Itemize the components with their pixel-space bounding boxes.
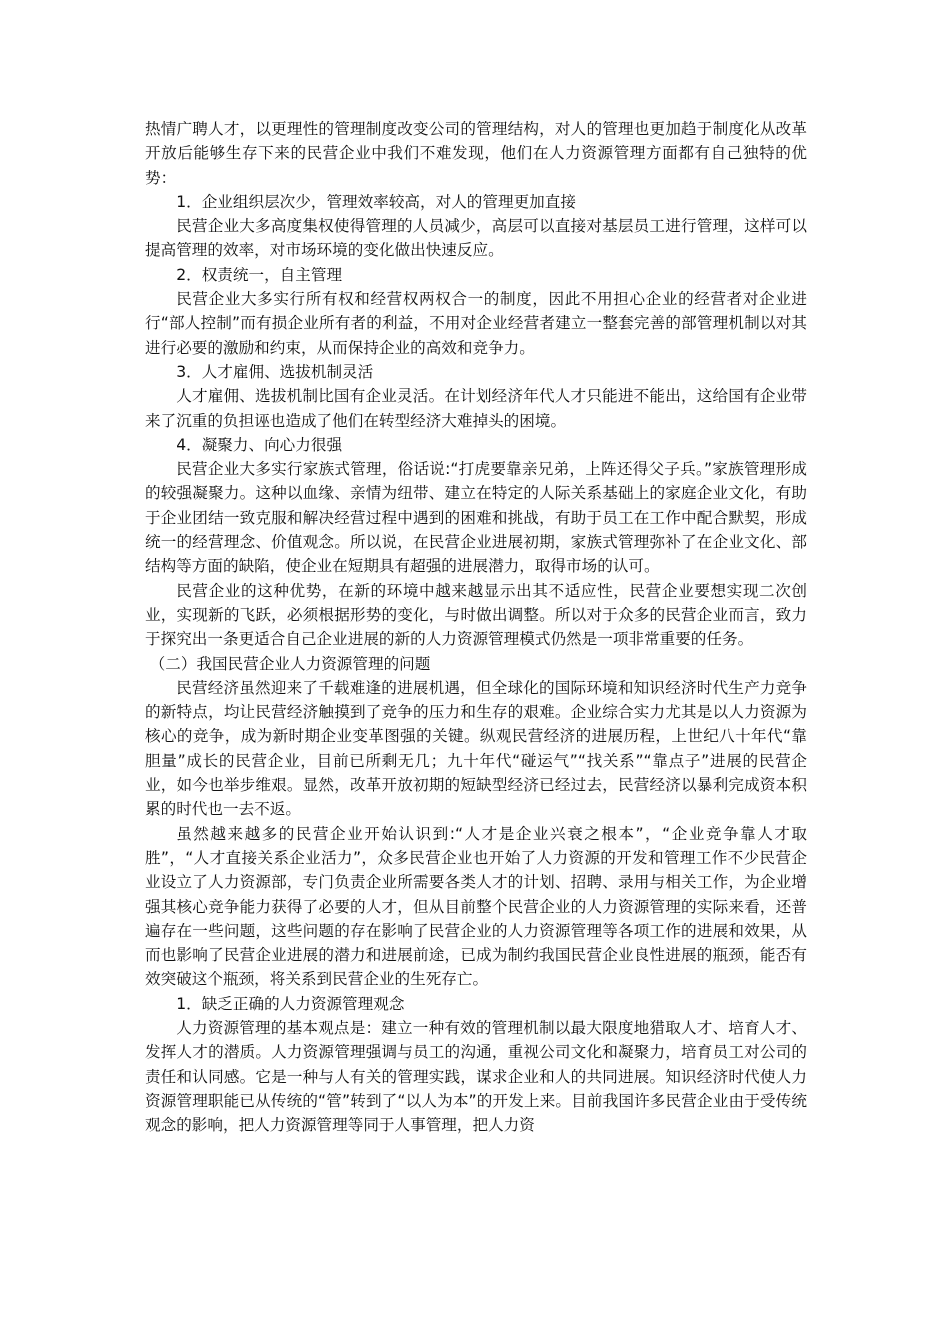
advantage-heading-4: 4．凝聚力、向心力很强 (176, 435, 343, 454)
section-heading-problems: （二）我国民营企业人力资源管理的问题 (149, 654, 431, 673)
problem-heading-1: 1．缺乏正确的人力资源管理观念 (176, 994, 405, 1013)
body-paragraph: 民营企业的这种优势，在新的环境中越来越显示出其不适应性，民营企业要想实现二次创业，实现新的飞跃，必须根据形势的变化，与时做出调整。所以对于众多的民营企业而言，致力于探究出一条更适合自己企业进展的新的人力资源管理模式仍然是一项非常重要的任务。 (145, 581, 807, 649)
advantage-heading-3: 3．人才雇佣、选拔机制灵活 (176, 362, 374, 381)
advantage-heading-2: 2．权责统一，自主管理 (176, 265, 343, 284)
advantage-heading-1: 1．企业组织层次少，管理效率较高，对人的管理更加直接 (176, 192, 576, 211)
body-paragraph: 虽然越来越多的民营企业开始认识到:“人才是企业兴衰之根本”，“企业竞争靠人才取胜”，“人才直接关系企业活力”，众多民营企业也开始了人力资源的开发和管理工作不少民营企业设立了人力资源部，专门负责企业所需要各类人才的计划、招聘、录用与相关工作，为企业增强其核心竞争能力获得了必要的人才，但从目前整个民营企业的人力资源管理的实际来看，还普遍存在一些问题，这些问题的存在影响了民营企业的人力资源管理等各项工作的进展和效果，从而也影响了民营企业进展的潜力和进展前途，已成为制约我国民营企业良性进展的瓶颈，能否有效突破这个瓶颈，将关系到民营企业的生死存亡。 (145, 824, 807, 989)
intro-paragraph: 热情广聘人才，以更理性的管理制度改变公司的管理结构，对人的管理也更加趋于制度化从改革开放后能够生存下来的民营企业中我们不难发现，他们在人力资源管理方面都有自己独特的优势： (145, 120, 807, 187)
body-paragraph: 人力资源管理的基本观点是：建立一种有效的管理机制以最大限度地猎取人才、培育人才、发挥人才的潜质。人力资源管理强调与员工的沟通，重视公司文化和凝聚力，培育员工对公司的责任和认同感。它是一种与人有关的管理实践，谋求企业和人的共同进展。知识经济时代使人力资源管理职能已从传统的“管”转到了“以人为本”的开发上来。目前我国许多民营企业由于受传统观念的影响，把人力资源管理等同于人事管理，把人力资 (145, 1018, 807, 1135)
body-paragraph: 民营企业大多实行家族式管理，俗话说:“打虎要靠亲兄弟，上阵还得父子兵。”家族管理形成的较强凝聚力。这种以血缘、亲情为纽带、建立在特定的人际关系基础上的家庭企业文化，有助于企业团结一致克服和解决经营过程中遇到的困难和挑战，有助于员工在工作中配合默契，形成统一的经营理念、价值观念。所以说，在民营企业进展初期，家族式管理弥补了在企业文化、部结构等方面的缺陷，使企业在短期具有超强的进展潜力，取得市场的认可。 (145, 460, 807, 576)
body-paragraph: 人才雇佣、选拔机制比国有企业灵活。在计划经济年代人才只能进不能出，这给国有企业带来了沉重的负担诬也造成了他们在转型经济大难掉头的困境。 (145, 387, 807, 430)
document-page (145, 117, 807, 1137)
body-paragraph: 民营企业大多实行所有权和经营权两权合一的制度，因此不用担心企业的经营者对企业进行“部人控制”而有损企业所有者的利益，不用对企业经营者建立一整套完善的部管理机制以对其进行必要的激励和约束，从而保持企业的高效和竞争力。 (145, 290, 807, 357)
body-paragraph: 民营企业大多高度集权使得管理的人员减少，高层可以直接对基层员工进行管理，这样可以提高管理的效率，对市场环境的变化做出快速反应。 (145, 217, 807, 260)
body-paragraph: 民营经济虽然迎来了千载难逢的进展机遇，但全球化的国际环境和知识经济时代生产力竞争的新特点，均让民营经济触摸到了竞争的压力和生存的艰难。企业综合实力尤其是以人力资源为核心的竞争，成为新时期企业变革图强的关键。纵观民营经济的进展历程，上世纪八十年代“靠胆量”成长的民营企业，目前已所剩无几；九十年代“碰运气”“找关系”“靠点子”进展的民营企业，如今也举步维艰。显然，改革开放初期的短缺型经济已经过去，民营经济以暴利完成资本积累的时代也一去不返。 (145, 678, 807, 819)
